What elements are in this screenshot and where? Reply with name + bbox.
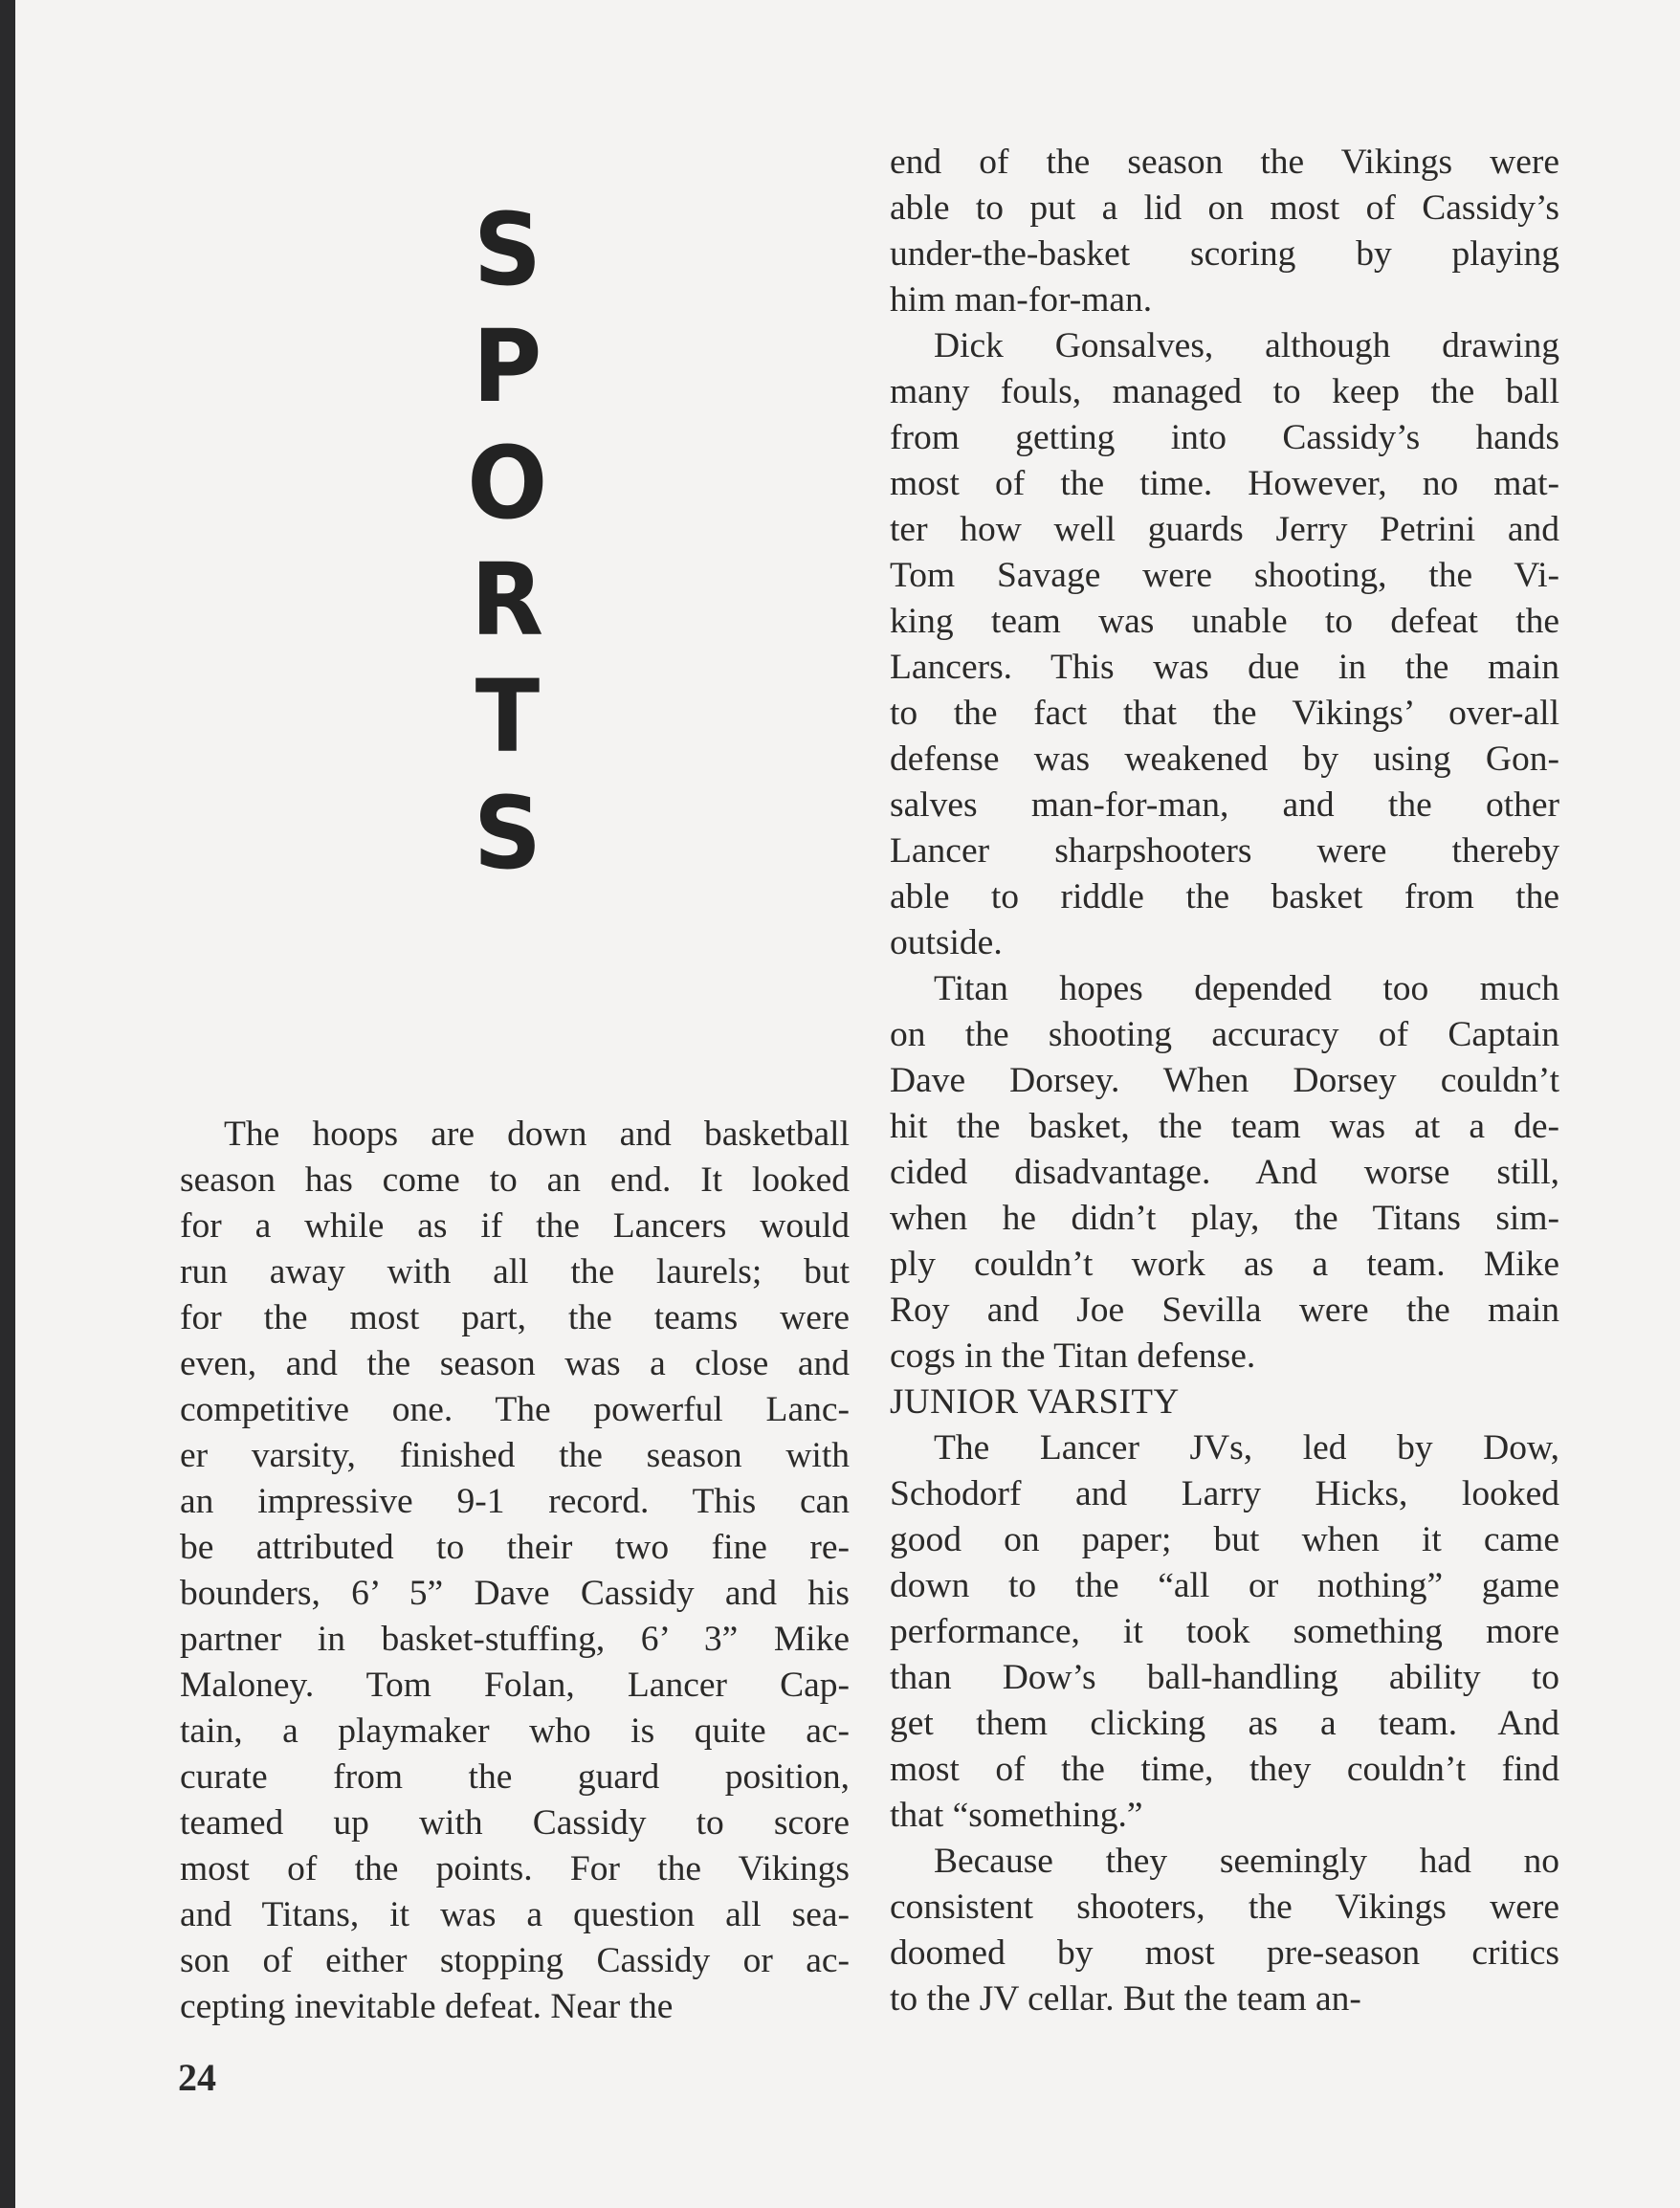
text-line: run away with all the laurels; but <box>180 1252 850 1292</box>
paragraph <box>890 1839 1559 2022</box>
text-line: from getting into Cassidy’s hands <box>890 418 1559 457</box>
text-line: Dave Dorsey. When Dorsey couldn’t <box>890 1061 1559 1100</box>
text-line: most of the time, they couldn’t find <box>890 1750 1559 1789</box>
text-line: cepting inevitable defeat. Near the <box>180 1987 674 2026</box>
paragraph <box>890 1425 1559 1839</box>
text-line: The Lancer JVs, led by Dow, <box>934 1428 1559 1468</box>
left-column <box>180 1112 850 2030</box>
page-number: 24 <box>178 2056 216 2099</box>
text-line: Tom Savage were shooting, the Vi- <box>890 556 1559 595</box>
text-line: to the fact that the Vikings’ over-all <box>890 694 1559 733</box>
text-line: consistent shooters, the Vikings were <box>890 1888 1559 1927</box>
text-line: when he didn’t play, the Titans sim- <box>890 1199 1559 1238</box>
text-line: under-the-basket scoring by playing <box>890 234 1559 274</box>
paragraph <box>890 323 1559 966</box>
text-line: The hoops are down and basketball <box>224 1115 850 1154</box>
text-line: and Titans, it was a question all sea- <box>180 1895 850 1934</box>
text-line: many fouls, managed to keep the ball <box>890 372 1559 411</box>
binding-edge <box>0 0 15 2208</box>
text-line: Roy and Joe Sevilla were the main <box>890 1291 1559 1330</box>
text-line: him man-for-man. <box>890 280 1153 320</box>
text-line: down to the “all or nothing” game <box>890 1566 1559 1605</box>
text-line: bounders, 6’ 5” Dave Cassidy and his <box>180 1574 850 1613</box>
text-line: Dick Gonsalves, although drawing <box>934 326 1559 365</box>
text-line: be attributed to their two fine re- <box>180 1528 850 1567</box>
text-line: hit the basket, the team was at a de- <box>890 1107 1559 1146</box>
text-line: end of the season the Vikings were <box>890 143 1559 182</box>
text-line: Schodorf and Larry Hicks, looked <box>890 1474 1559 1513</box>
heading-letter: S <box>473 191 542 308</box>
text-line: most of the points. For the Vikings <box>180 1849 850 1888</box>
text-line: season has come to an end. It looked <box>180 1160 850 1200</box>
heading-letter: O <box>466 425 547 541</box>
text-line: for a while as if the Lancers would <box>180 1206 850 1246</box>
text-line: competitive one. The powerful Lanc- <box>180 1390 850 1429</box>
sports-heading <box>459 191 555 892</box>
text-line: salves man-for-man, and the other <box>890 785 1559 825</box>
text-line: an impressive 9-1 record. This can <box>180 1482 850 1521</box>
text-line: doomed by most pre-season critics <box>890 1933 1559 1973</box>
text-line: performance, it took something more <box>890 1612 1559 1651</box>
text-line: ply couldn’t work as a team. Mike <box>890 1245 1559 1284</box>
paragraph <box>890 140 1559 323</box>
text-line: Because they seemingly had no <box>934 1842 1559 1881</box>
text-line: defense was weakened by using Gon- <box>890 740 1559 779</box>
text-line: Maloney. Tom Folan, Lancer Cap- <box>180 1666 850 1705</box>
heading-letter: T <box>475 658 540 775</box>
heading-letter: R <box>470 541 544 658</box>
text-line: for the most part, the teams were <box>180 1298 850 1337</box>
text-line: cided disadvantage. And worse still, <box>890 1153 1559 1192</box>
text-line: than Dow’s ball-handling ability to <box>890 1658 1559 1697</box>
text-line: king team was unable to defeat the <box>890 602 1559 641</box>
right-column <box>890 140 1559 2022</box>
text-line: tain, a playmaker who is quite ac- <box>180 1711 850 1751</box>
text-line: most of the time. However, no mat- <box>890 464 1559 503</box>
text-line: able to put a lid on most of Cassidy’s <box>890 188 1559 228</box>
heading-letter: S <box>473 775 542 892</box>
text-line: partner in basket-stuffing, 6’ 3” Mike <box>180 1620 850 1659</box>
paragraph <box>180 1112 850 2030</box>
text-line: to the JV cellar. But the team an- <box>890 1979 1361 2019</box>
section-heading-junior-varsity: JUNIOR VARSITY <box>890 1382 1180 1422</box>
text-line: get them clicking as a team. And <box>890 1704 1559 1743</box>
text-line: Titan hopes depended too much <box>934 969 1559 1008</box>
text-line: outside. <box>890 923 1003 962</box>
text-line: teamed up with Cassidy to score <box>180 1803 850 1843</box>
text-line: son of either stopping Cassidy or ac- <box>180 1941 850 1980</box>
text-line: good on paper; but when it came <box>890 1520 1559 1559</box>
heading-letter: P <box>472 308 542 425</box>
text-line: curate from the guard position, <box>180 1757 850 1797</box>
text-line: cogs in the Titan defense. <box>890 1336 1256 1376</box>
text-line: ter how well guards Jerry Petrini and <box>890 510 1559 549</box>
text-line: able to riddle the basket from the <box>890 877 1559 916</box>
text-line: er varsity, finished the season with <box>180 1436 850 1475</box>
paragraph <box>890 966 1559 1380</box>
text-line: Lancer sharpshooters were thereby <box>890 831 1559 871</box>
text-line: even, and the season was a close and <box>180 1344 850 1383</box>
text-line: that “something.” <box>890 1796 1143 1835</box>
text-line: Lancers. This was due in the main <box>890 648 1559 687</box>
text-line: on the shooting accuracy of Captain <box>890 1015 1559 1054</box>
